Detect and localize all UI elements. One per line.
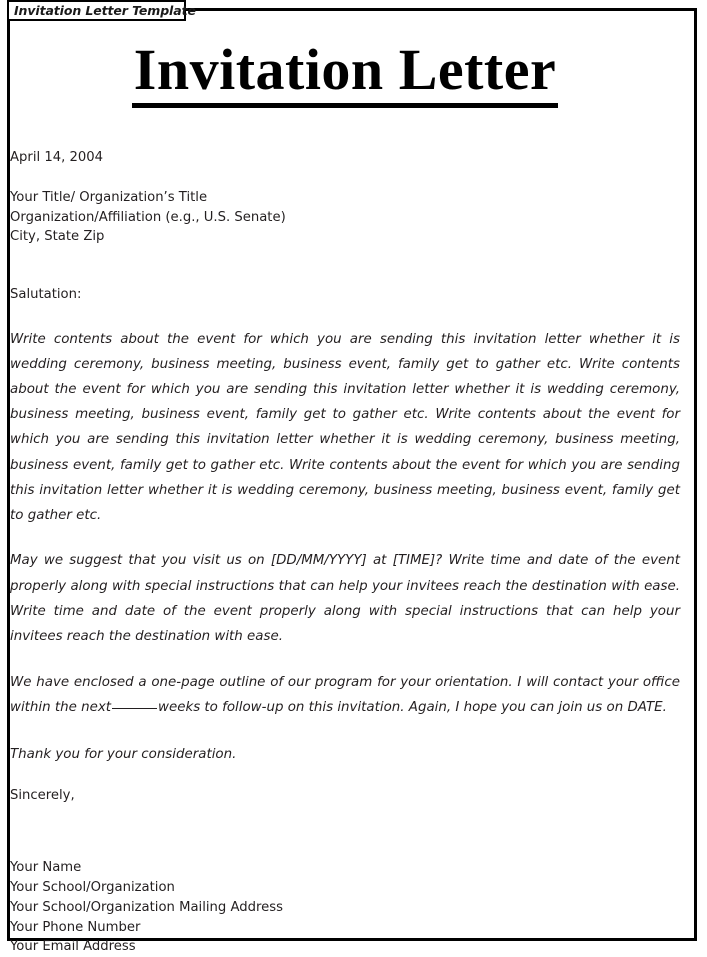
recipient-line: Your Title/ Organization’s Title — [10, 189, 208, 205]
signature-line: Your School/Organization — [10, 880, 175, 896]
signature-line: Your Phone Number — [10, 919, 141, 935]
body-paragraph-2: May we suggest that you visit us on [DD/MM/YYYY] at [TIME]? Write time and date of the event properly along with special instructions that can help your invitees reach the destination with ease. Write time and date of the event properly along with special instructions that can help your invitees reach the destination with ease. — [10, 553, 680, 644]
recipient-address-block — [10, 188, 680, 247]
recipient-line: Organization/Affiliation (e.g., U.S. Senate) — [10, 209, 286, 225]
body-paragraph-1: Write contents about the event for which you are sending this invitation letter whether it is wedding ceremony, business meeting, business event, family get to gather etc. Write contents about the event for which you are sending this invitation letter whether it is wedding ceremony, business meeting, business event, family get to gather etc. Write contents about the event for which you are sending this invitation letter whether it is wedding ceremony, business meeting, business event, family get to gather etc. Write contents about the event for which you are sending this invitation letter whether it is wedding ceremony, business meeting, business event, family get to gather etc. — [10, 331, 680, 524]
salutation: Salutation: — [10, 286, 82, 302]
page-title: Invitation Letter — [132, 40, 559, 108]
weeks-blank-field[interactable] — [112, 708, 157, 709]
body-paragraph-3-text-before: We have enclosed a one-page outline of our program for your orientation. I will contact your office within the next — [10, 675, 680, 716]
closing-line: Sincerely, — [10, 787, 75, 803]
recipient-line: City, State Zip — [10, 229, 105, 245]
letter-document — [10, 22, 680, 957]
template-header-label: Invitation Letter Template — [14, 3, 196, 18]
body-paragraph-3-text-after: weeks to follow-up on this invitation. Again, I hope you can join us on DATE. — [158, 700, 667, 716]
letter-title-container — [10, 37, 680, 108]
signature-line: Your Email Address — [10, 939, 136, 955]
body-paragraph-3 — [10, 670, 680, 720]
signature-line: Your School/Organization Mailing Address — [10, 899, 283, 915]
signature-line: Your Name — [10, 860, 82, 876]
thank-you-line: Thank you for your consideration. — [10, 746, 237, 762]
template-header-tab — [7, 0, 196, 21]
letter-date: April 14, 2004 — [10, 150, 104, 166]
signature-block — [10, 858, 680, 957]
